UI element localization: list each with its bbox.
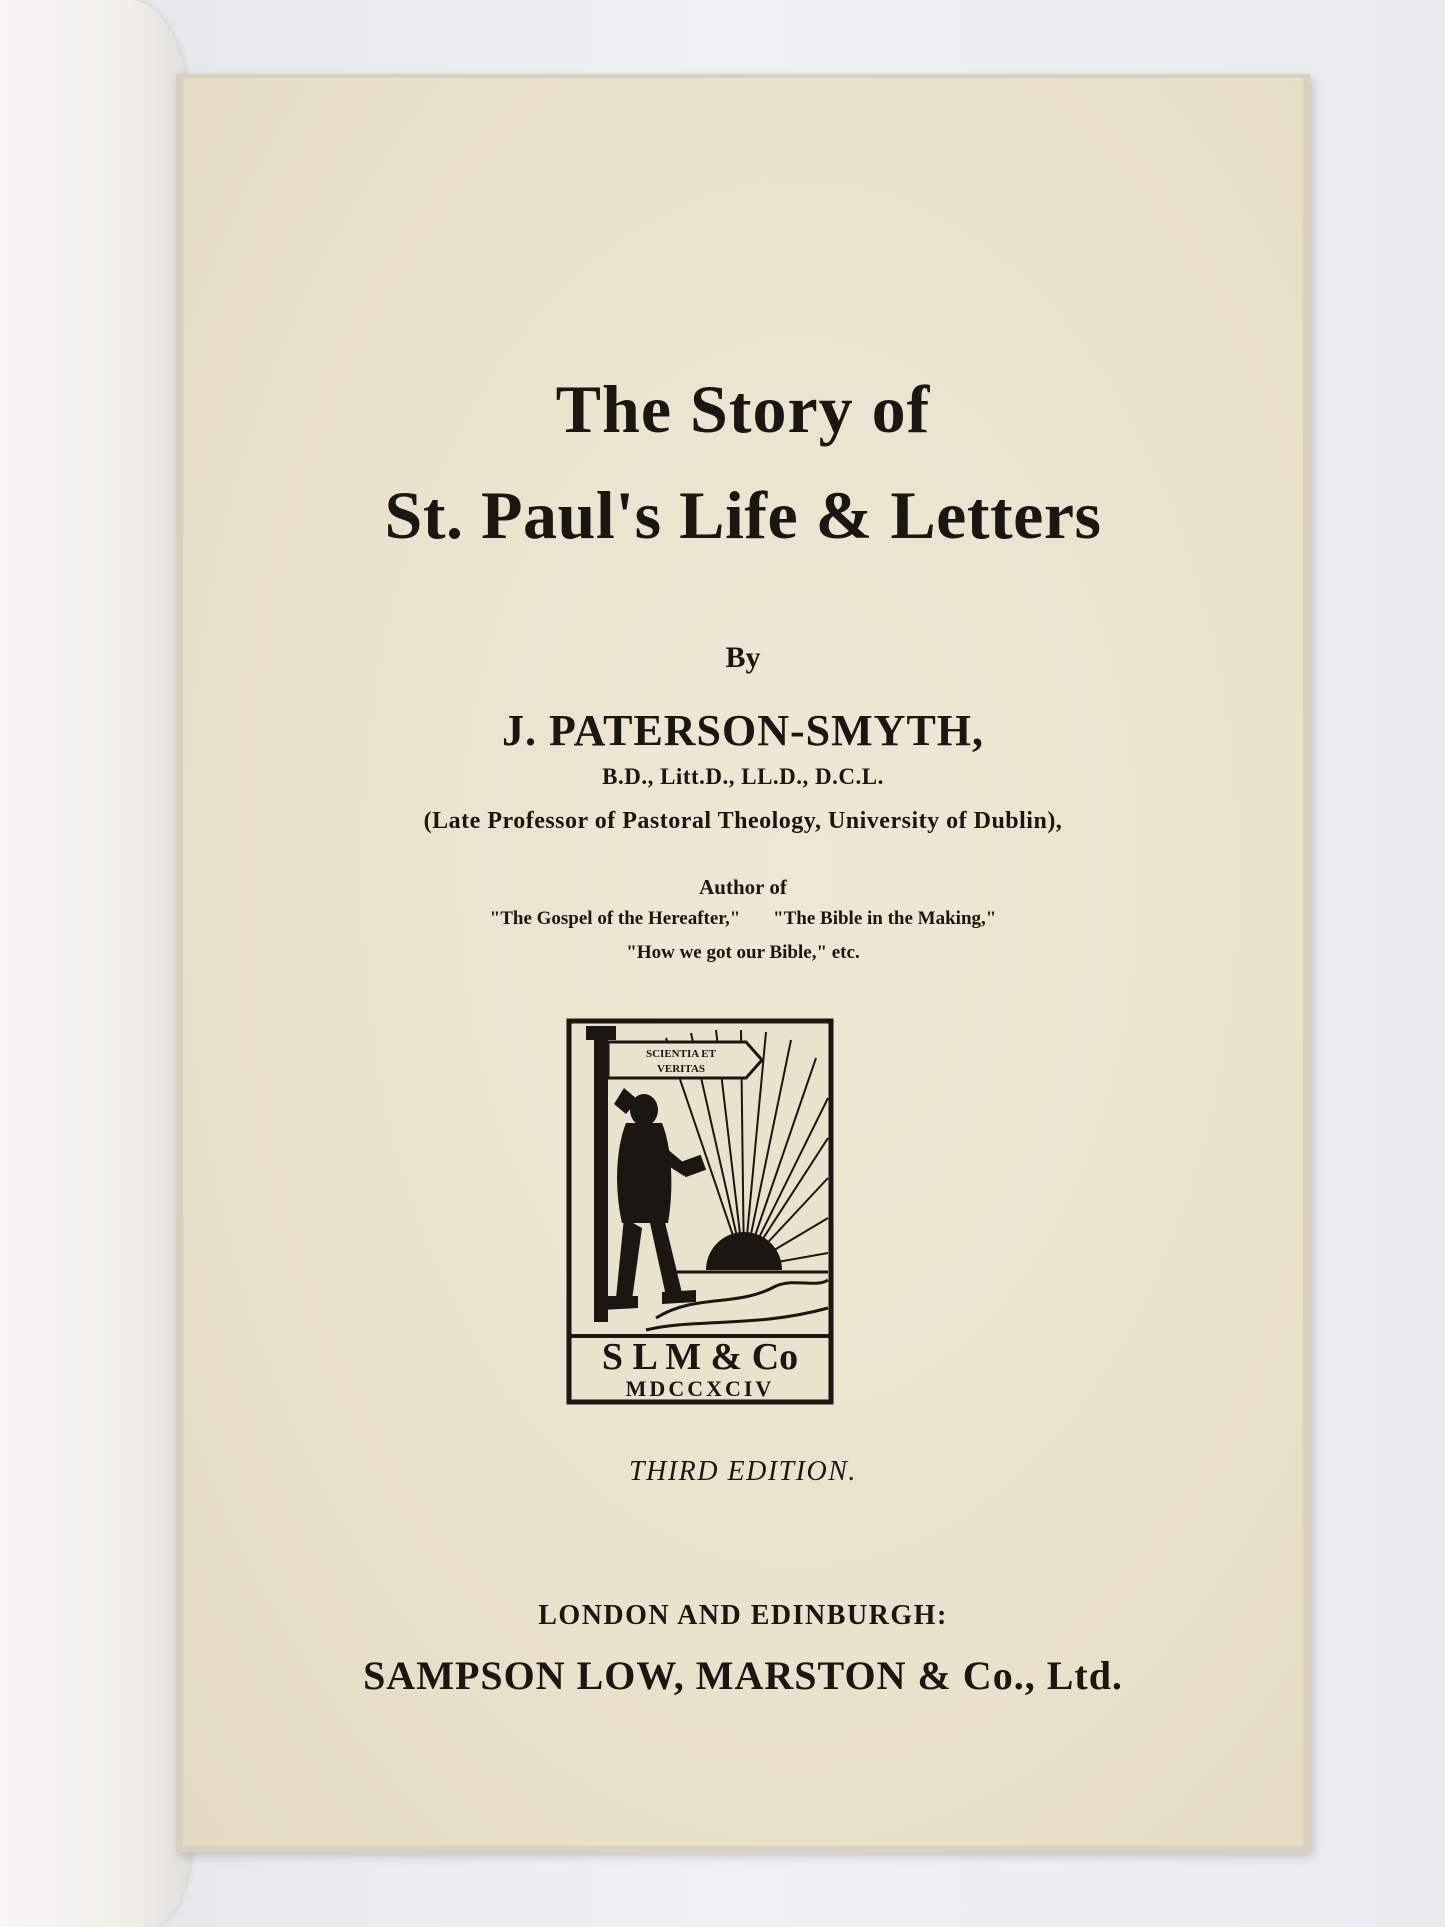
- other-work-item: "The Gospel of the Hereafter,": [489, 908, 741, 929]
- author-name: J. PATERSON-SMYTH,: [501, 706, 985, 755]
- by-label: By: [725, 641, 761, 674]
- other-work-item: "The Bible in the Making,": [773, 908, 997, 929]
- svg-text:SCIENTIA ET: SCIENTIA ET: [645, 1048, 717, 1060]
- other-work-item: "How we got our Bible," etc.: [626, 942, 860, 963]
- title-line-2: St. Paul's Life & Letters: [384, 477, 1102, 553]
- imprint-publisher: SAMPSON LOW, MARSTON & Co., Ltd.: [363, 1653, 1123, 1698]
- printers-mark: [566, 1018, 834, 1405]
- author-of-heading: Author of: [699, 875, 787, 899]
- title-page: [183, 78, 1303, 1846]
- edition-label: THIRD EDITION.: [629, 1456, 857, 1487]
- other-works-row: [183, 908, 1303, 930]
- facing-page-edge: [0, 0, 190, 1927]
- author-position: (Late Professor of Pastoral Theology, University of Dublin),: [423, 808, 1063, 834]
- author-degrees: B.D., Litt.D., LL.D., D.C.L.: [602, 764, 884, 789]
- svg-text:VERITAS: VERITAS: [656, 1063, 706, 1075]
- title-line-1: The Story of: [555, 371, 931, 447]
- printers-mark-monogram: S L M & Co: [601, 1336, 799, 1378]
- printers-mark-year: MDCCXCIV: [625, 1376, 775, 1401]
- imprint-place: LONDON AND EDINBURGH:: [538, 1600, 948, 1631]
